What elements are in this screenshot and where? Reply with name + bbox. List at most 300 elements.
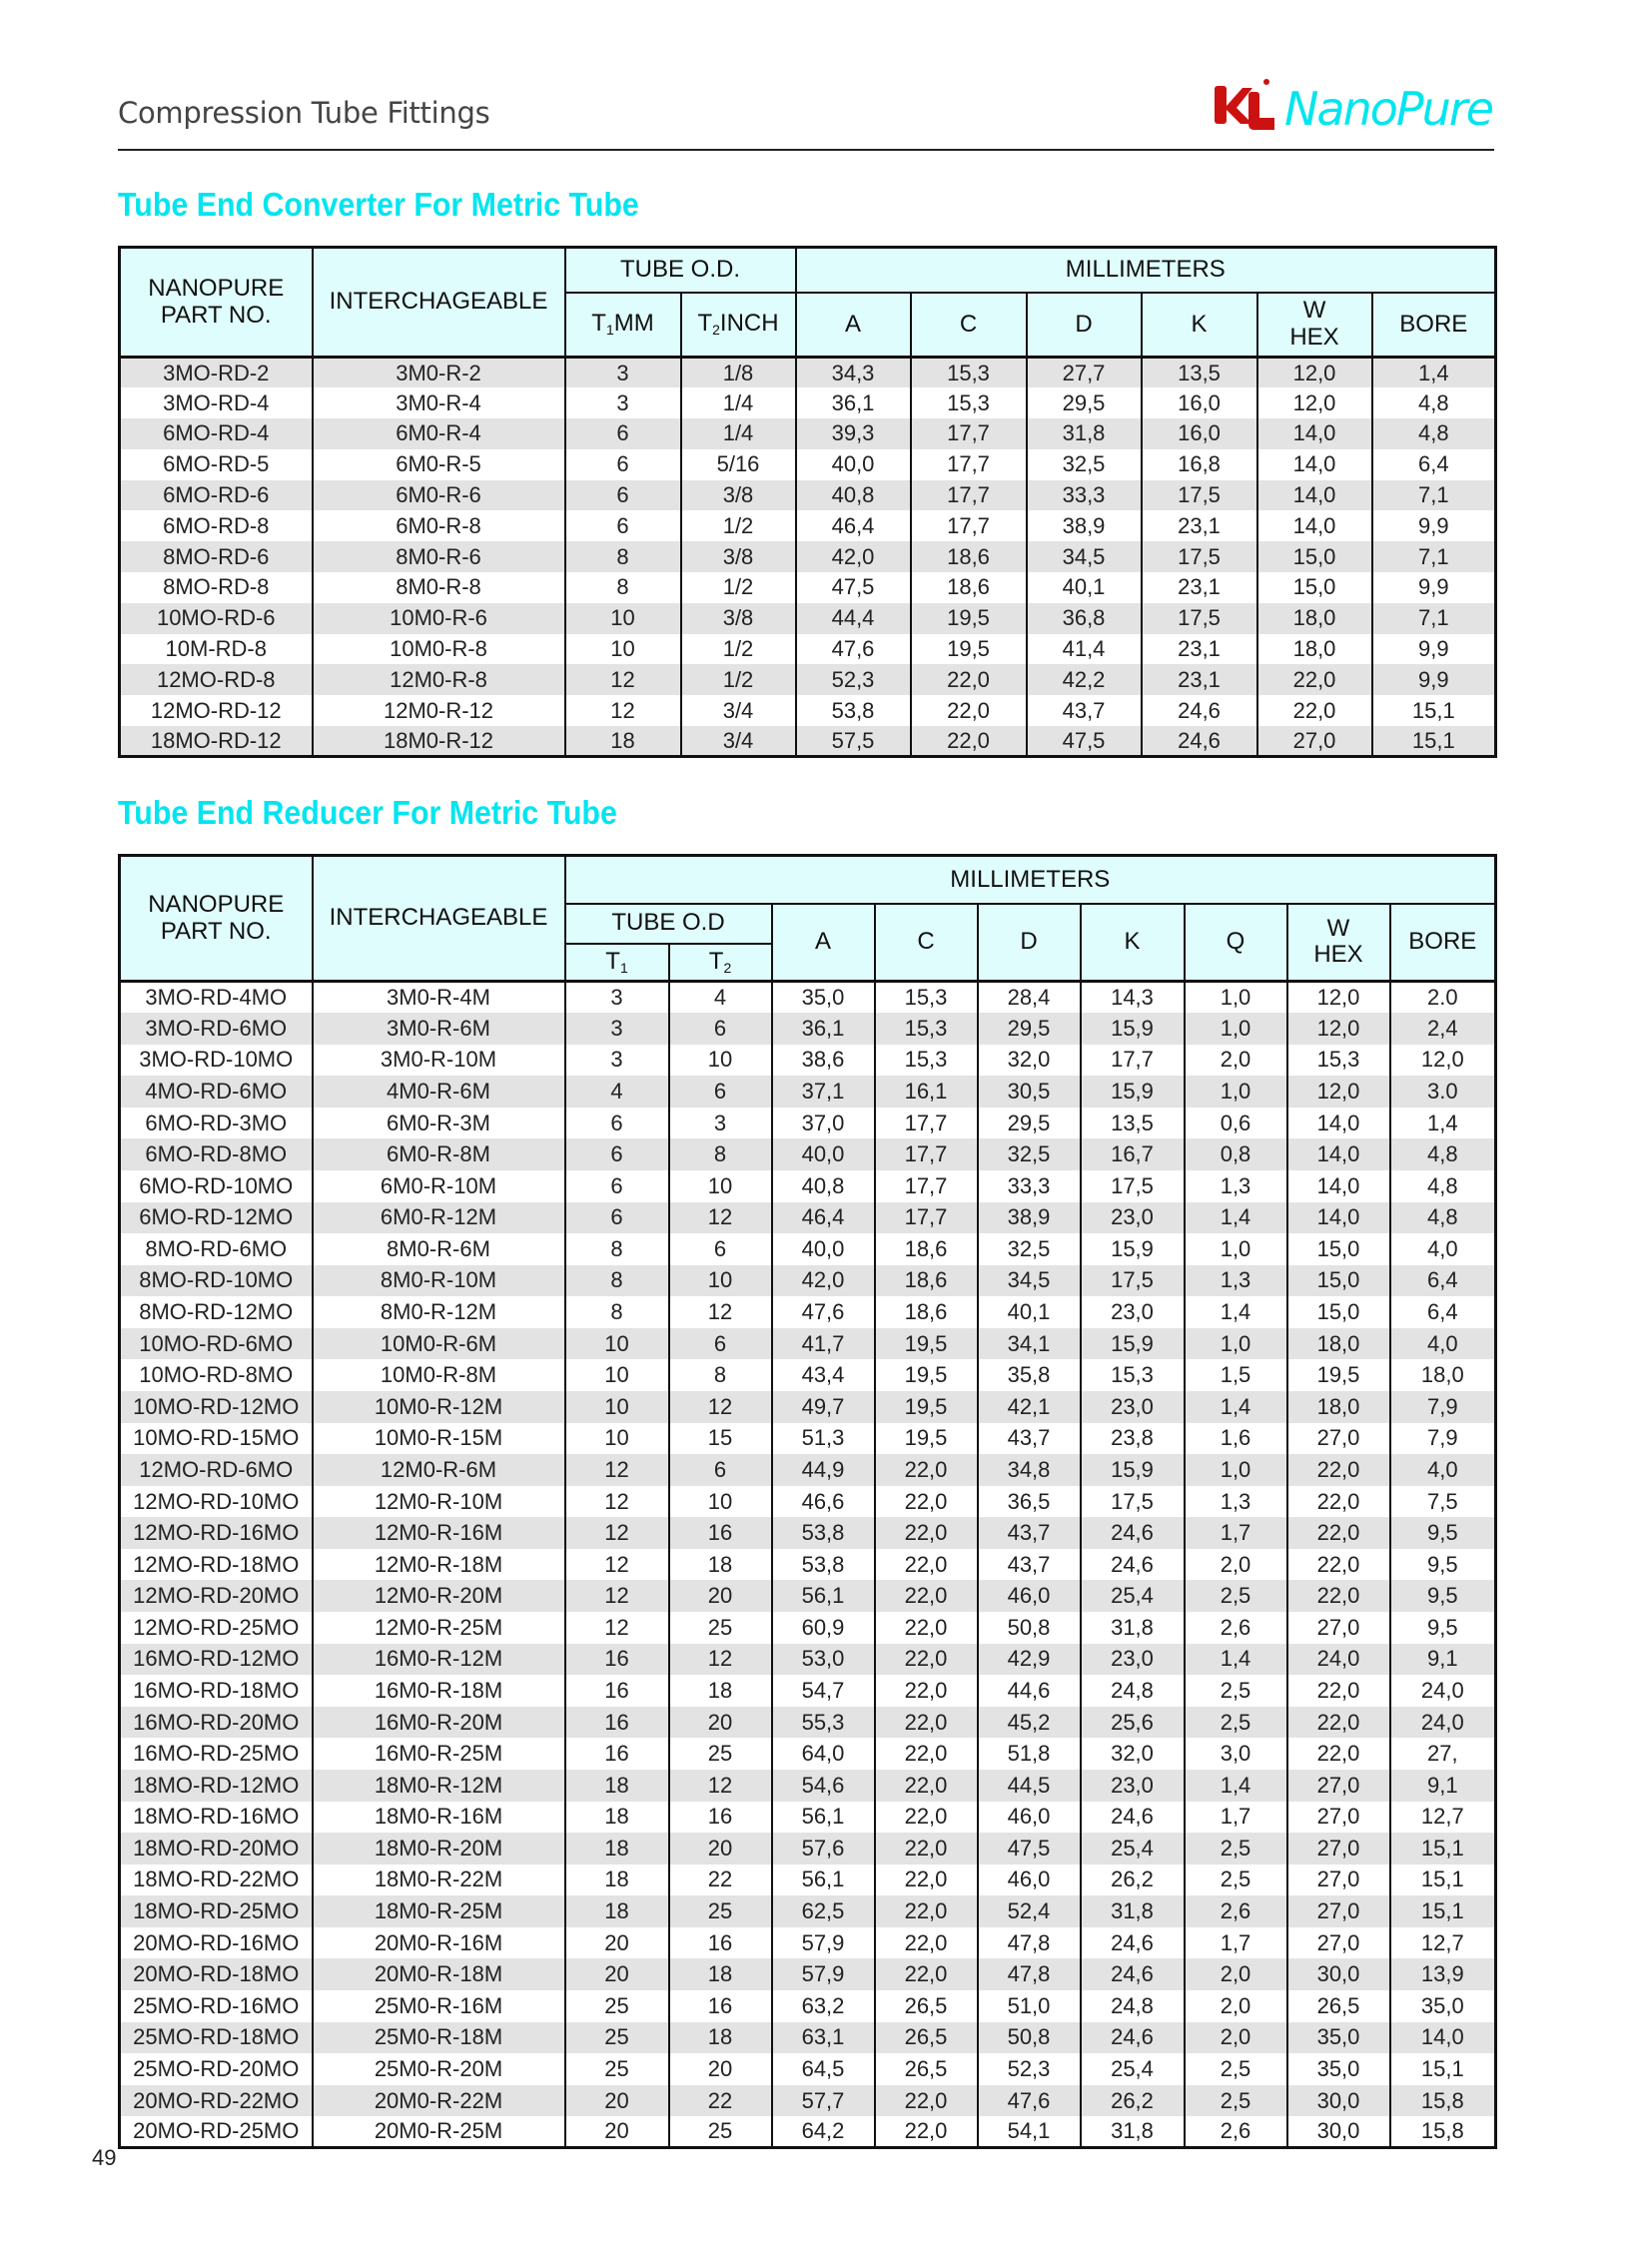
cell-k: 24,6: [1081, 1517, 1185, 1549]
cell-k: 13,5: [1142, 358, 1257, 388]
cell-q: 2,5: [1185, 1865, 1287, 1896]
cell-interchangeable: 6M0-R-4: [313, 418, 565, 449]
cell-w-hex: 27,0: [1257, 726, 1372, 757]
cell-t1: 16: [565, 1644, 669, 1676]
cell-c: 22,0: [911, 695, 1027, 726]
cell-w-hex: 27,0: [1287, 1612, 1390, 1644]
cell-bore: 4,8: [1372, 387, 1496, 418]
cell-part-no: 6MO-RD-8MO: [120, 1138, 313, 1170]
col-header-d: D: [978, 904, 1081, 982]
cell-t2: 10: [669, 1170, 772, 1202]
cell-k: 15,3: [1081, 1359, 1185, 1391]
col-header-a: A: [772, 904, 875, 982]
cell-part-no: 16MO-RD-25MO: [120, 1738, 313, 1770]
cell-t1: 20: [565, 2116, 669, 2148]
cell-q: 2,5: [1185, 1707, 1287, 1739]
cell-part-no: 3MO-RD-4MO: [120, 982, 313, 1014]
cell-a: 57,9: [772, 1927, 875, 1959]
cell-d: 47,8: [978, 1927, 1081, 1959]
cell-t1: 6: [565, 1108, 669, 1139]
cell-a: 36,1: [772, 1013, 875, 1045]
cell-bore: 9,9: [1372, 634, 1496, 665]
cell-interchangeable: 4M0-R-6M: [313, 1076, 565, 1108]
cell-a: 46,4: [796, 510, 911, 541]
cell-interchangeable: 3M0-R-4M: [313, 982, 565, 1014]
cell-bore: 3.0: [1390, 1076, 1496, 1108]
cell-q: 1,7: [1185, 1927, 1287, 1959]
cell-bore: 6,4: [1372, 449, 1496, 480]
cell-t2: 12: [669, 1202, 772, 1234]
cell-t1: 18: [565, 1895, 669, 1927]
cell-t2: 16: [669, 1802, 772, 1834]
cell-part-no: 20MO-RD-22MO: [120, 2085, 313, 2117]
cell-t2: 16: [669, 1927, 772, 1959]
cell-part-no: 8MO-RD-12MO: [120, 1296, 313, 1328]
cell-t2: 12: [669, 1391, 772, 1423]
cell-interchangeable: 25M0-R-18M: [313, 2022, 565, 2054]
cell-k: 23,1: [1142, 664, 1257, 695]
cell-k: 31,8: [1081, 1895, 1185, 1927]
cell-interchangeable: 12M0-R-6M: [313, 1454, 565, 1486]
col-header-w-hex: W HEX: [1257, 293, 1372, 358]
table-row: [120, 2085, 1496, 2117]
cell-k: 17,5: [1142, 541, 1257, 572]
cell-k: 15,9: [1081, 1013, 1185, 1045]
cell-interchangeable: 8M0-R-6M: [313, 1233, 565, 1265]
cell-t2-inch: 1/8: [681, 358, 796, 388]
cell-t2: 25: [669, 1738, 772, 1770]
cell-t1: 16: [565, 1707, 669, 1739]
col-header-d: D: [1027, 293, 1142, 358]
cell-a: 41,7: [772, 1328, 875, 1360]
cell-t1: 6: [565, 1170, 669, 1202]
cell-c: 18,6: [911, 572, 1027, 603]
cell-a: 64,2: [772, 2116, 875, 2148]
cell-bore: 15,1: [1390, 1833, 1496, 1865]
cell-c: 17,7: [911, 480, 1027, 511]
cell-t1: 12: [565, 1486, 669, 1518]
cell-c: 22,0: [875, 1770, 978, 1802]
cell-c: 17,7: [875, 1138, 978, 1170]
cell-q: 2,5: [1185, 1833, 1287, 1865]
cell-t2: 4: [669, 982, 772, 1014]
cell-d: 47,5: [1027, 726, 1142, 757]
cell-t2: 12: [669, 1644, 772, 1676]
cell-k: 24,6: [1081, 1958, 1185, 1990]
cell-c: 22,0: [875, 1612, 978, 1644]
cell-part-no: 25MO-RD-16MO: [120, 1990, 313, 2022]
cell-c: 15,3: [875, 1013, 978, 1045]
table-row: [120, 1233, 1496, 1265]
cell-interchangeable: 20M0-R-25M: [313, 2116, 565, 2148]
brand-logo: [1211, 68, 1492, 138]
cell-k: 24,6: [1081, 1927, 1185, 1959]
cell-t1: 10: [565, 1391, 669, 1423]
cell-t2: 12: [669, 1770, 772, 1802]
cell-k: 31,8: [1081, 1612, 1185, 1644]
cell-t1-mm: 6: [565, 449, 681, 480]
cell-k: 24,6: [1081, 2022, 1185, 2054]
cell-c: 22,0: [875, 1454, 978, 1486]
cell-t1-mm: 6: [565, 418, 681, 449]
cell-q: 1,6: [1185, 1423, 1287, 1455]
cell-c: 19,5: [875, 1359, 978, 1391]
cell-w-hex: 15,0: [1287, 1233, 1390, 1265]
cell-k: 17,5: [1081, 1170, 1185, 1202]
cell-a: 63,2: [772, 1990, 875, 2022]
cell-k: 16,7: [1081, 1138, 1185, 1170]
cell-bore: 15,8: [1390, 2116, 1496, 2148]
cell-part-no: 3MO-RD-6MO: [120, 1013, 313, 1045]
table-row: [120, 695, 1496, 726]
cell-a: 40,8: [796, 480, 911, 511]
cell-bore: 9,5: [1390, 1517, 1496, 1549]
cell-bore: 18,0: [1390, 1359, 1496, 1391]
cell-t1-mm: 12: [565, 664, 681, 695]
cell-k: 23,8: [1081, 1423, 1185, 1455]
cell-c: 17,7: [875, 1108, 978, 1139]
cell-interchangeable: 8M0-R-12M: [313, 1296, 565, 1328]
cell-w-hex: 22,0: [1287, 1675, 1390, 1707]
cell-c: 26,5: [875, 2053, 978, 2085]
cell-interchangeable: 10M0-R-6M: [313, 1328, 565, 1360]
cell-w-hex: 12,0: [1257, 387, 1372, 418]
cell-a: 53,8: [796, 695, 911, 726]
cell-bore: 9,9: [1372, 572, 1496, 603]
cell-interchangeable: 18M0-R-16M: [313, 1802, 565, 1834]
cell-c: 22,0: [875, 1833, 978, 1865]
cell-part-no: 18MO-RD-16MO: [120, 1802, 313, 1834]
cell-a: 53,8: [772, 1517, 875, 1549]
cell-part-no: 18MO-RD-22MO: [120, 1865, 313, 1896]
col-header-t2-inch: $T_2INCH$: [681, 293, 796, 358]
cell-d: 46,0: [978, 1865, 1081, 1896]
cell-d: 38,9: [1027, 510, 1142, 541]
cell-w-hex: 22,0: [1287, 1707, 1390, 1739]
cell-w-hex: 15,3: [1287, 1045, 1390, 1077]
cell-d: 35,8: [978, 1359, 1081, 1391]
cell-d: 38,9: [978, 1202, 1081, 1234]
cell-a: 46,4: [772, 1202, 875, 1234]
cell-t2: 20: [669, 2053, 772, 2085]
cell-w-hex: 19,5: [1287, 1359, 1390, 1391]
cell-a: 35,0: [772, 982, 875, 1014]
cell-c: 19,5: [875, 1391, 978, 1423]
cell-t1: 25: [565, 1990, 669, 2022]
cell-q: 1,0: [1185, 1454, 1287, 1486]
cell-w-hex: 18,0: [1287, 1328, 1390, 1360]
col-header-t2: $T_2$: [669, 944, 772, 982]
cell-bore: 12,0: [1390, 1045, 1496, 1077]
table-row: [120, 982, 1496, 1014]
cell-a: 40,0: [772, 1138, 875, 1170]
table-row: [120, 2053, 1496, 2085]
cell-a: 38,6: [772, 1045, 875, 1077]
cell-q: 1,0: [1185, 1233, 1287, 1265]
cell-interchangeable: 6M0-R-12M: [313, 1202, 565, 1234]
cell-part-no: 8MO-RD-8: [120, 572, 313, 603]
cell-a: 34,3: [796, 358, 911, 388]
cell-t2: 20: [669, 1833, 772, 1865]
col-header-c: C: [875, 904, 978, 982]
cell-t1-mm: 3: [565, 387, 681, 418]
cell-interchangeable: 16M0-R-12M: [313, 1644, 565, 1676]
cell-t2: 8: [669, 1359, 772, 1391]
cell-q: 3,0: [1185, 1738, 1287, 1770]
reducer-table-body: [120, 982, 1496, 2148]
cell-q: 0,6: [1185, 1108, 1287, 1139]
cell-a: 62,5: [772, 1895, 875, 1927]
cell-q: 2,5: [1185, 2085, 1287, 2117]
col-header-k: K: [1081, 904, 1185, 982]
cell-a: 52,3: [796, 664, 911, 695]
cell-t1: 12: [565, 1549, 669, 1581]
cell-t1-mm: 6: [565, 510, 681, 541]
cell-t2: 6: [669, 1076, 772, 1108]
cell-part-no: 10MO-RD-8MO: [120, 1359, 313, 1391]
cell-bore: 2,4: [1390, 1013, 1496, 1045]
cell-w-hex: 22,0: [1287, 1549, 1390, 1581]
cell-c: 22,0: [875, 1486, 978, 1518]
col-header-part-no: NANOPURE PART NO.: [120, 248, 313, 358]
table-row: [120, 480, 1496, 511]
cell-bore: 24,0: [1390, 1675, 1496, 1707]
cell-w-hex: 24,0: [1287, 1644, 1390, 1676]
table-row: [120, 1013, 1496, 1045]
cell-q: 1,0: [1185, 1013, 1287, 1045]
cell-interchangeable: 16M0-R-25M: [313, 1738, 565, 1770]
cell-c: 15,3: [911, 387, 1027, 418]
cell-d: 50,8: [978, 1612, 1081, 1644]
cell-t2: 22: [669, 1865, 772, 1896]
cell-t2: 10: [669, 1045, 772, 1077]
cell-t1: 6: [565, 1202, 669, 1234]
cell-a: 54,6: [772, 1770, 875, 1802]
cell-t2: 20: [669, 1580, 772, 1612]
cell-bore: 15,1: [1390, 1865, 1496, 1896]
cell-part-no: 12MO-RD-6MO: [120, 1454, 313, 1486]
cell-interchangeable: 10M0-R-12M: [313, 1391, 565, 1423]
table-row: [120, 726, 1496, 757]
cell-bore: 4,0: [1390, 1233, 1496, 1265]
cell-interchangeable: 18M0-R-25M: [313, 1895, 565, 1927]
cell-k: 15,9: [1081, 1454, 1185, 1486]
table-row: [120, 449, 1496, 480]
cell-w-hex: 27,0: [1287, 1770, 1390, 1802]
cell-interchangeable: 10M0-R-15M: [313, 1423, 565, 1455]
table-row: [120, 1170, 1496, 1202]
cell-bore: 15,1: [1372, 695, 1496, 726]
cell-part-no: 3MO-RD-4: [120, 387, 313, 418]
cell-d: 46,0: [978, 1802, 1081, 1834]
cell-t1: 12: [565, 1580, 669, 1612]
cell-t2: 8: [669, 1138, 772, 1170]
cell-interchangeable: 12M0-R-25M: [313, 1612, 565, 1644]
cell-w-hex: 14,0: [1287, 1108, 1390, 1139]
cell-bore: 1,4: [1372, 358, 1496, 388]
cell-bore: 6,4: [1390, 1296, 1496, 1328]
cell-c: 22,0: [875, 1865, 978, 1896]
cell-d: 42,9: [978, 1644, 1081, 1676]
cell-interchangeable: 12M0-R-12: [313, 695, 565, 726]
cell-k: 15,9: [1081, 1233, 1185, 1265]
cell-part-no: 6MO-RD-5: [120, 449, 313, 480]
col-header-millimeters: MILLIMETERS: [565, 856, 1496, 904]
cell-bore: 15,8: [1390, 2085, 1496, 2117]
cell-part-no: 3MO-RD-2: [120, 358, 313, 388]
cell-interchangeable: 3M0-R-10M: [313, 1045, 565, 1077]
cell-c: 15,3: [875, 1045, 978, 1077]
table-row: [120, 418, 1496, 449]
cell-w-hex: 12,0: [1257, 358, 1372, 388]
cell-t1: 20: [565, 1927, 669, 1959]
cell-q: 2,5: [1185, 1580, 1287, 1612]
cell-t2: 20: [669, 1707, 772, 1739]
table-row: [120, 1675, 1496, 1707]
cell-d: 34,8: [978, 1454, 1081, 1486]
cell-part-no: 3MO-RD-10MO: [120, 1045, 313, 1077]
cell-t1: 10: [565, 1423, 669, 1455]
col-header-t1: $T_1$: [565, 944, 669, 982]
cell-t2-inch: 1/2: [681, 664, 796, 695]
cell-a: 56,1: [772, 1580, 875, 1612]
cell-bore: 12,7: [1390, 1802, 1496, 1834]
cell-t2: 3: [669, 1108, 772, 1139]
cell-t2: 25: [669, 1612, 772, 1644]
cell-d: 43,7: [978, 1423, 1081, 1455]
cell-d: 45,2: [978, 1707, 1081, 1739]
cell-t2-inch: 1/2: [681, 510, 796, 541]
cell-a: 51,3: [772, 1423, 875, 1455]
cell-t1: 3: [565, 982, 669, 1014]
table-row: [120, 1958, 1496, 1990]
cell-w-hex: 30,0: [1287, 2116, 1390, 2148]
cell-part-no: 12MO-RD-16MO: [120, 1517, 313, 1549]
cell-k: 31,8: [1081, 2116, 1185, 2148]
cell-bore: 9,1: [1390, 1644, 1496, 1676]
cell-t1: 6: [565, 1138, 669, 1170]
cell-q: 2,6: [1185, 2116, 1287, 2148]
cell-a: 46,6: [772, 1486, 875, 1518]
cell-w-hex: 12,0: [1287, 1076, 1390, 1108]
cell-bore: 4,8: [1390, 1202, 1496, 1234]
cell-w-hex: 22,0: [1257, 664, 1372, 695]
cell-c: 22,0: [875, 1707, 978, 1739]
cell-a: 47,6: [772, 1296, 875, 1328]
cell-bore: 24,0: [1390, 1707, 1496, 1739]
cell-t1: 20: [565, 1958, 669, 1990]
cell-a: 36,1: [796, 387, 911, 418]
cell-q: 2,0: [1185, 1990, 1287, 2022]
cell-interchangeable: 20M0-R-16M: [313, 1927, 565, 1959]
cell-t1: 12: [565, 1454, 669, 1486]
cell-bore: 7,9: [1390, 1391, 1496, 1423]
table-row: [120, 1707, 1496, 1739]
cell-interchangeable: 3M0-R-2: [313, 358, 565, 388]
cell-c: 22,0: [911, 726, 1027, 757]
cell-t2: 6: [669, 1233, 772, 1265]
cell-k: 16,0: [1142, 387, 1257, 418]
table-row: [120, 1138, 1496, 1170]
cell-t1-mm: 12: [565, 695, 681, 726]
cell-q: 2,6: [1185, 1612, 1287, 1644]
cell-t2: 6: [669, 1328, 772, 1360]
cell-t1: 18: [565, 1770, 669, 1802]
cell-c: 22,0: [875, 1675, 978, 1707]
cell-d: 52,3: [978, 2053, 1081, 2085]
cell-k: 17,5: [1142, 480, 1257, 511]
cell-k: 24,6: [1081, 1549, 1185, 1581]
cell-part-no: 16MO-RD-12MO: [120, 1644, 313, 1676]
cell-d: 36,8: [1027, 603, 1142, 634]
cell-c: 22,0: [875, 1958, 978, 1990]
cell-d: 40,1: [1027, 572, 1142, 603]
cell-part-no: 10M-RD-8: [120, 634, 313, 665]
cell-interchangeable: 12M0-R-16M: [313, 1517, 565, 1549]
cell-a: 56,1: [772, 1865, 875, 1896]
cell-k: 25,4: [1081, 2053, 1185, 2085]
cell-c: 15,3: [911, 358, 1027, 388]
cell-t1-mm: 8: [565, 572, 681, 603]
cell-part-no: 10MO-RD-12MO: [120, 1391, 313, 1423]
col-header-millimeters: MILLIMETERS: [796, 248, 1496, 293]
cell-k: 26,2: [1081, 2085, 1185, 2117]
cell-k: 17,5: [1081, 1265, 1185, 1297]
cell-t2-inch: 3/8: [681, 541, 796, 572]
cell-w-hex: 26,5: [1287, 1990, 1390, 2022]
cell-w-hex: 22,0: [1287, 1486, 1390, 1518]
cell-part-no: 18MO-RD-12MO: [120, 1770, 313, 1802]
cell-w-hex: 22,0: [1257, 695, 1372, 726]
cell-bore: 14,0: [1390, 2022, 1496, 2054]
cell-d: 42,2: [1027, 664, 1142, 695]
cell-t2-inch: 5/16: [681, 449, 796, 480]
cell-bore: 6,4: [1390, 1265, 1496, 1297]
col-header-w-hex: W HEX: [1287, 904, 1390, 982]
cell-interchangeable: 3M0-R-4: [313, 387, 565, 418]
cell-bore: 1,4: [1390, 1108, 1496, 1139]
cell-d: 47,5: [978, 1833, 1081, 1865]
cell-q: 1,3: [1185, 1265, 1287, 1297]
cell-d: 32,5: [1027, 449, 1142, 480]
converter-table-body: [120, 358, 1496, 757]
cell-w-hex: 27,0: [1287, 1833, 1390, 1865]
table-row: [120, 1802, 1496, 1834]
cell-a: 40,8: [772, 1170, 875, 1202]
cell-bore: 4,8: [1390, 1170, 1496, 1202]
cell-a: 40,0: [772, 1233, 875, 1265]
reducer-table: [118, 854, 1497, 2149]
cell-d: 43,7: [978, 1549, 1081, 1581]
cell-d: 29,5: [978, 1013, 1081, 1045]
cell-k: 24,6: [1081, 1802, 1185, 1834]
cell-bore: 27,: [1390, 1738, 1496, 1770]
cell-d: 29,5: [1027, 387, 1142, 418]
cell-k: 17,5: [1142, 603, 1257, 634]
cell-w-hex: 18,0: [1257, 634, 1372, 665]
cell-bore: 9,1: [1390, 1770, 1496, 1802]
cell-d: 42,1: [978, 1391, 1081, 1423]
table-row: [120, 1738, 1496, 1770]
logo-text: NanoPure: [1284, 82, 1493, 136]
cell-part-no: 20MO-RD-18MO: [120, 1958, 313, 1990]
cell-c: 17,7: [911, 510, 1027, 541]
cell-c: 17,7: [911, 418, 1027, 449]
cell-k: 24,6: [1142, 726, 1257, 757]
cell-t2: 16: [669, 1517, 772, 1549]
cell-w-hex: 14,0: [1287, 1202, 1390, 1234]
cell-w-hex: 27,0: [1287, 1802, 1390, 1834]
